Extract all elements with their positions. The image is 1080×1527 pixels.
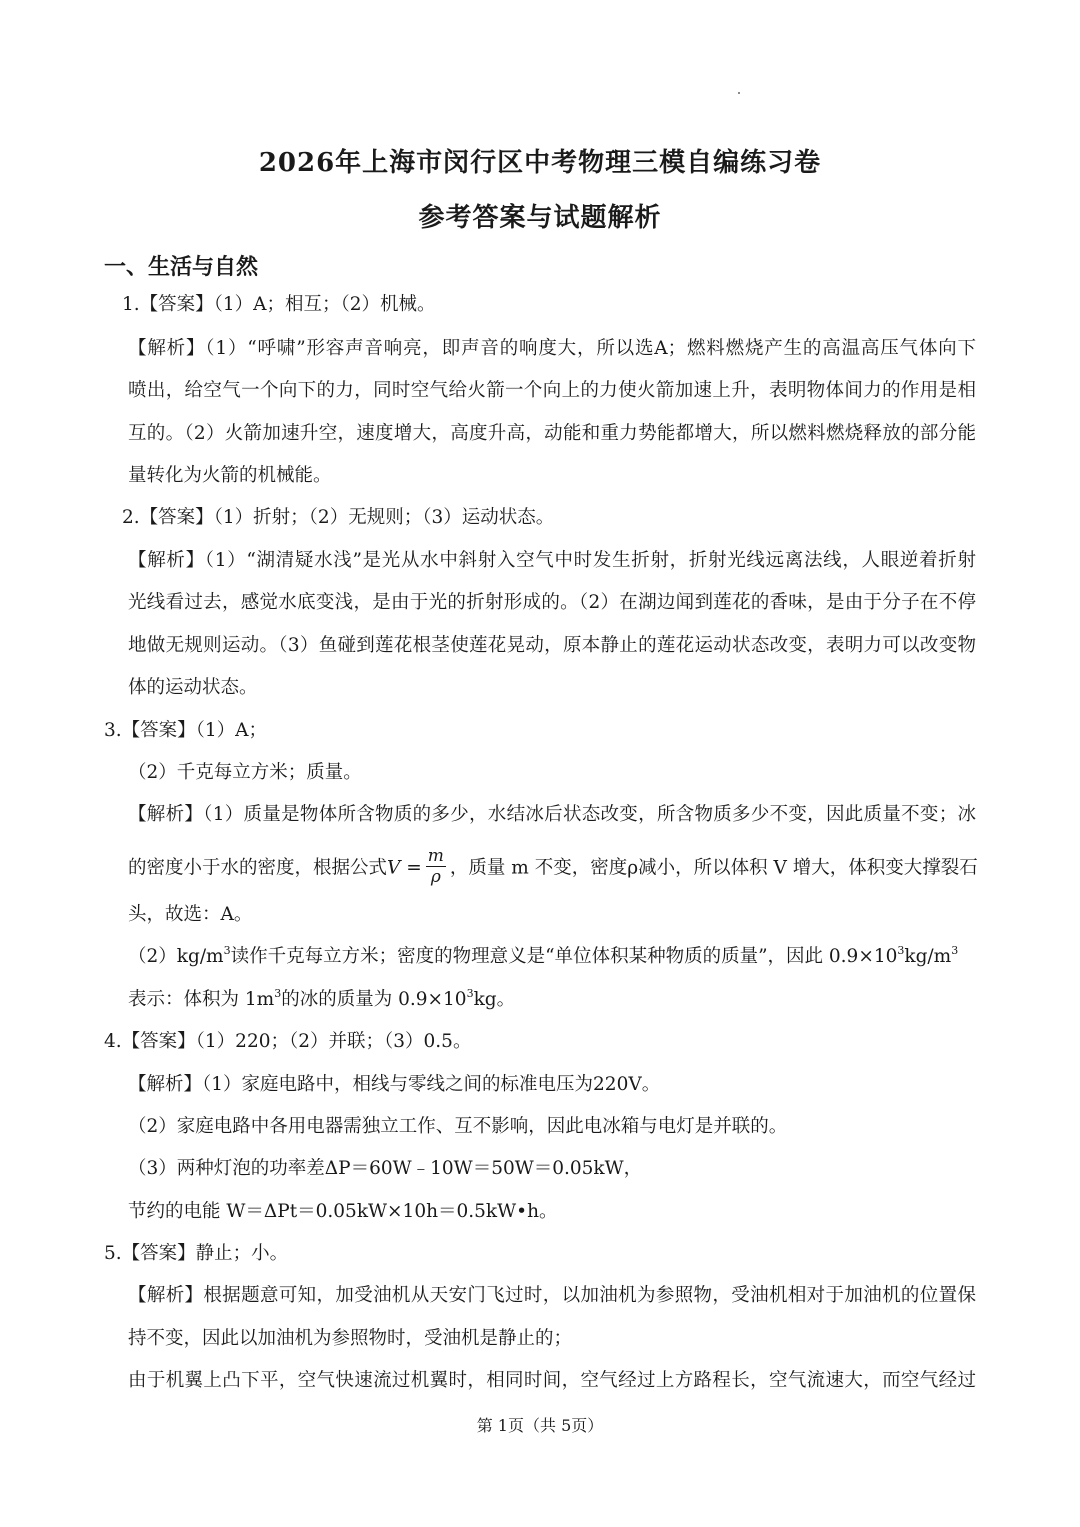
q3-text: （2）kg/m xyxy=(128,946,224,967)
q3-analysis-mass-line xyxy=(128,987,515,1013)
q2-analysis-line: 体的运动状态。 xyxy=(128,677,258,698)
q3-text: kg。 xyxy=(473,989,516,1010)
q4-answer: 4.【答案】（1）220；（2）并联；（3）0.5。 xyxy=(104,1031,472,1052)
superscript: 3 xyxy=(897,944,905,957)
q5-analysis-line: 由于机翼上凸下平，空气快速流过机翼时，相同时间，空气经过上方路程长，空气流速大，而空气经过 xyxy=(128,1370,976,1391)
q4-analysis-line: 节约的电能 W＝ΔPt＝0.05kW×10h＝0.5kW•h。 xyxy=(128,1201,558,1222)
q3-analysis-line: 头，故选：A。 xyxy=(128,904,253,925)
q4-analysis-line: （2）家庭电路中各用电器需独立工作、互不影响，因此电冰箱与电灯是并联的。 xyxy=(128,1116,788,1137)
q3-analysis-line: 【解析】（1）质量是物体所含物质的多少，水结冰后状态改变，所含物质多少不变，因此质量不变；冰 xyxy=(128,804,976,825)
q3-text: 表示：体积为 1m xyxy=(128,989,275,1010)
q3-text: 读作千克每立方米；密度的物理意义是“单位体积某种物质的质量”，因此 0.9×10 xyxy=(230,946,898,967)
q5-answer: 5.【答案】静止；小。 xyxy=(104,1243,289,1264)
q1-analysis-line: 量转化为火箭的机械能。 xyxy=(128,465,332,486)
page-title: 2026年上海市闵行区中考物理三模自编练习卷 xyxy=(258,148,822,178)
q1-analysis-line: 【解析】（1）“呼啸”形容声音响亮，即声音的响度大，所以选A；燃料燃烧产生的高温高压气体向下 xyxy=(128,338,976,359)
q3-analysis-units-line xyxy=(128,944,958,970)
fraction-denominator: ρ xyxy=(430,867,441,887)
q2-analysis-line: 【解析】（1）“湖清疑水浅”是光从水中斜射入空气中时发生折射，折射光线远离法线，人眼逆着折射 xyxy=(128,550,976,571)
density-fraction xyxy=(426,846,446,887)
page-footer: 第 1页（共 5页） xyxy=(476,1416,604,1435)
q5-analysis-line: 持不变，因此以加油机为参照物时，受油机是静止的； xyxy=(128,1328,573,1349)
q3-analysis-formula-line xyxy=(128,848,976,889)
q3-answer: 3.【答案】（1）A； xyxy=(104,720,268,741)
q1-analysis-line: 互的。（2）火箭加速升空，速度增大，高度升高，动能和重力势能都增大，所以燃料燃烧释放的部分能 xyxy=(128,423,976,444)
q2-answer: 2.【答案】（1）折射；（2）无规则；（3）运动状态。 xyxy=(122,507,555,528)
q3-text: 的冰的质量为 0.9×10 xyxy=(281,989,467,1010)
superscript: 3 xyxy=(274,987,282,1000)
q3-analysis-text: ，质量 m 不变，密度ρ减小，所以体积 V 增大，体积变大撑裂石 xyxy=(449,857,978,879)
fraction-numerator: m xyxy=(427,846,444,866)
q4-analysis-line: 【解析】（1）家庭电路中，相线与零线之间的标准电压为220V。 xyxy=(128,1074,661,1095)
q5-analysis-line: 【解析】根据题意可知，加受油机从天安门飞过时，以加油机为参照物，受油机相对于加油机的位置保 xyxy=(128,1285,976,1306)
formula-lhs: V = xyxy=(387,857,422,879)
q4-analysis-line: （3）两种灯泡的功率差ΔP＝60W﹣10W＝50W＝0.05kW， xyxy=(128,1158,643,1179)
page-subtitle: 参考答案与试题解析 xyxy=(418,203,662,233)
q3-answer-part2: （2）千克每立方米；质量。 xyxy=(128,762,362,783)
q3-text: kg/m xyxy=(904,946,952,967)
q1-analysis-line: 喷出，给空气一个向下的力，同时空气给火箭一个向上的力使火箭加速上升，表明物体间力的作用是相 xyxy=(128,380,976,401)
superscript: 3 xyxy=(951,944,959,957)
superscript: 3 xyxy=(223,944,231,957)
section-heading: 一、生活与自然 xyxy=(104,254,259,280)
q2-analysis-line: 光线看过去，感觉水底变浅，是由于光的折射形成的。（2）在湖边闻到莲花的香味，是由于分子在不停 xyxy=(128,592,976,613)
superscript: 3 xyxy=(466,987,474,1000)
speck-mark xyxy=(738,92,740,94)
q1-answer: 1.【答案】（1）A；相互；（2）机械。 xyxy=(122,294,436,315)
q2-analysis-line: 地做无规则运动。（3）鱼碰到莲花根茎使莲花晃动，原本静止的莲花运动状态改变，表明力可以改变物 xyxy=(128,635,976,656)
q3-analysis-text: 的密度小于水的密度，根据公式 xyxy=(128,857,388,879)
